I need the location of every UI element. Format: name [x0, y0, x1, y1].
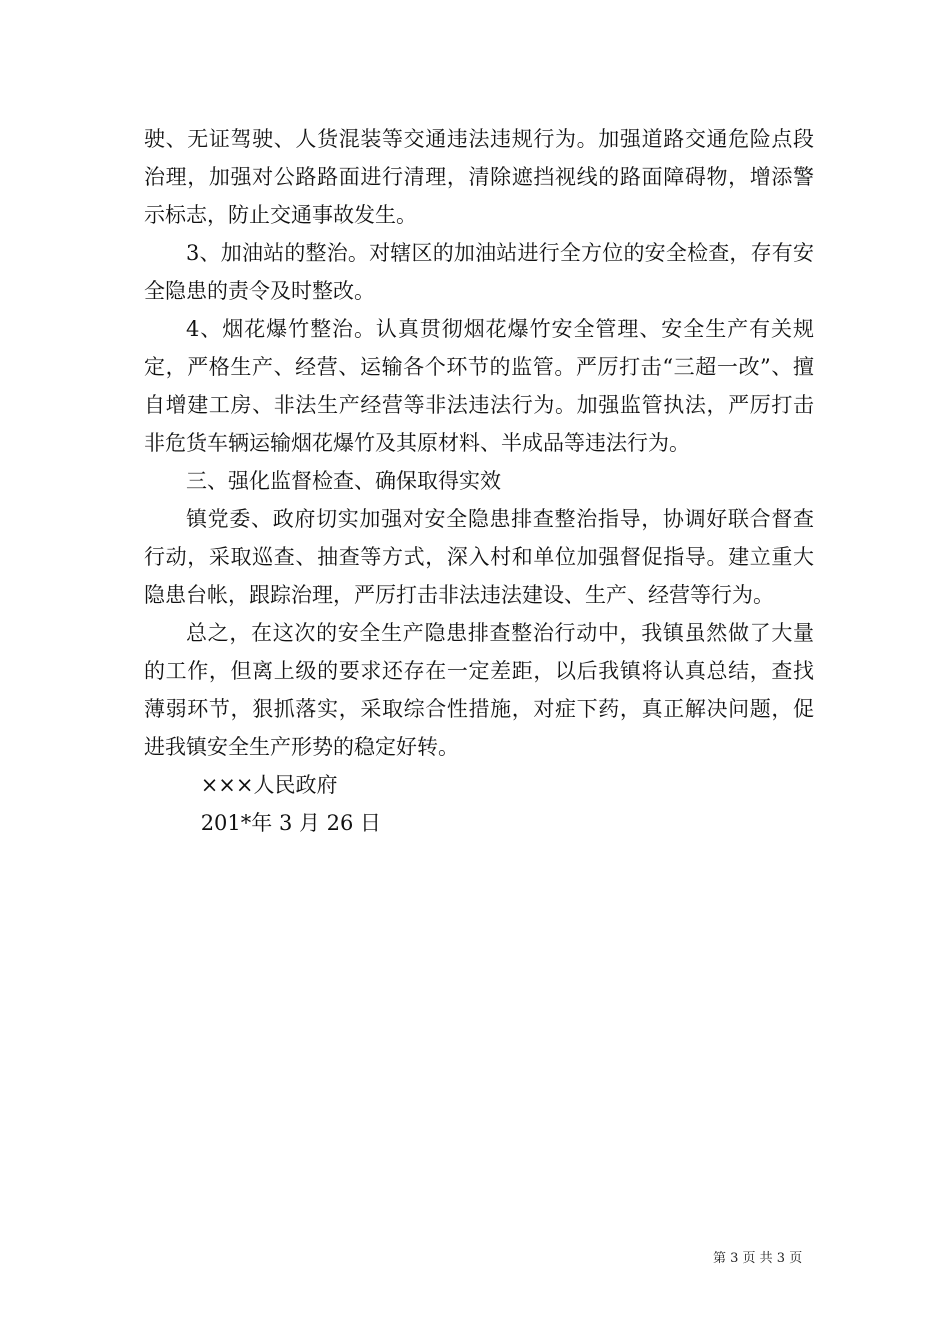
signature-organization: ×××人民政府	[200, 773, 338, 797]
paragraph-traffic-continued: 驶、无证驾驶、人货混装等交通违法违规行为。加强道路交通危险点段治理，加强对公路路面进行清理，清除遮挡视线的路面障碍物，增添警示标志，防止交通事故发生。	[144, 127, 814, 227]
paragraph-gas-station: 3、加油站的整治。对辖区的加油站进行全方位的安全检查，存有安全隐患的责令及时整改。	[144, 241, 814, 303]
page-number-footer: 第 3 页 共 3 页	[713, 1251, 803, 1266]
document-body	[144, 120, 814, 842]
section-heading-supervision: 三、强化监督检查、确保取得实效	[186, 469, 501, 493]
paragraph-fireworks: 4、烟花爆竹整治。认真贯彻烟花爆竹安全管理、安全生产有关规定，严格生产、经营、运输各个环节的监管。严厉打击“三超一改”、擅自增建工房、非法生产经营等非法违法行为。加强监管执法，严厉打击非危货车辆运输烟花爆竹及其原材料、半成品等违法行为。	[144, 317, 814, 455]
paragraph-conclusion: 总之，在这次的安全生产隐患排查整治行动中，我镇虽然做了大量的工作，但离上级的要求还存在一定差距，以后我镇将认真总结，查找薄弱环节，狠抓落实，采取综合性措施，对症下药，真正解决问题，促进我镇安全生产形势的稳定好转。	[144, 621, 814, 759]
paragraph-supervision: 镇党委、政府切实加强对安全隐患排查整治指导，协调好联合督查行动，采取巡查、抽查等方式，深入村和单位加强督促指导。建立重大隐患台帐，跟踪治理，严厉打击非法违法建设、生产、经营等行为。	[144, 507, 814, 607]
signature-date: 201*年 3 月 26 日	[200, 811, 382, 835]
